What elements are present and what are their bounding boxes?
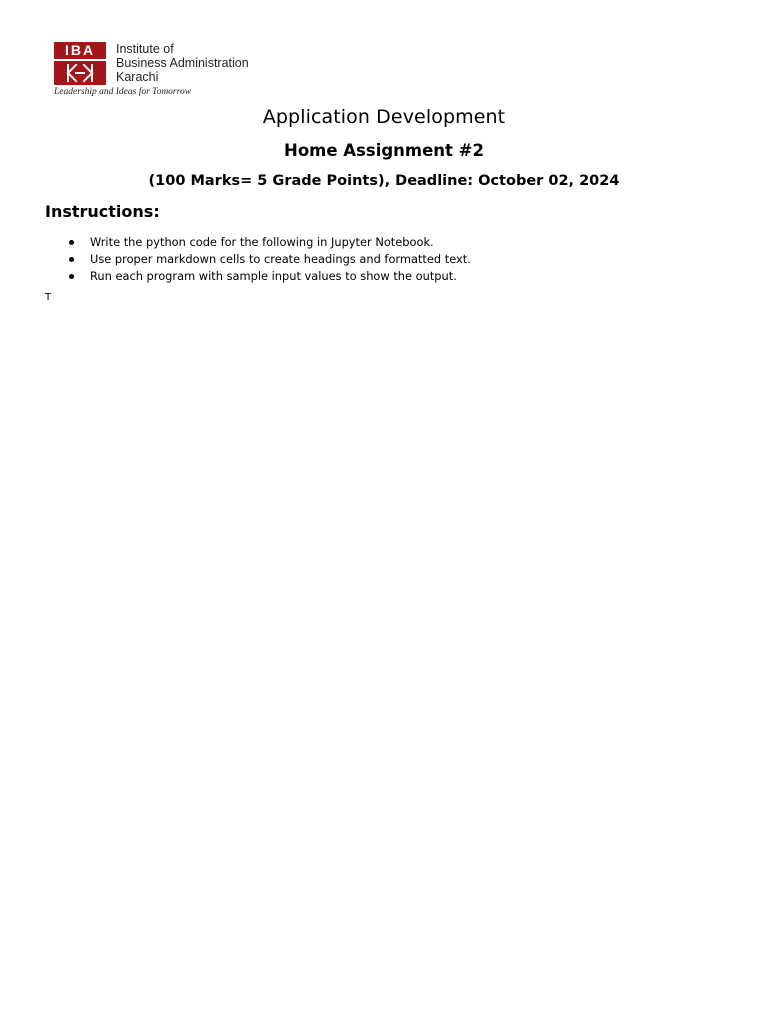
bullet-icon bbox=[69, 257, 74, 262]
logo-line: Karachi bbox=[116, 70, 159, 84]
instructions-heading: Instructions: bbox=[45, 202, 160, 221]
marks-deadline-line: (100 Marks= 5 Grade Points), Deadline: October 02, 2024 bbox=[148, 173, 620, 189]
list-item bbox=[67, 234, 471, 251]
iba-logo-mark bbox=[54, 42, 106, 85]
list-item bbox=[67, 268, 471, 285]
logo-line: Business Administration bbox=[116, 56, 249, 70]
assignment-title: Home Assignment #2 bbox=[284, 141, 484, 160]
instructions-list bbox=[67, 234, 471, 285]
bullet-icon bbox=[69, 240, 74, 245]
logo-emblem-icon bbox=[54, 61, 106, 85]
logo-wordmark: IBA bbox=[54, 42, 106, 59]
bullet-icon bbox=[69, 274, 74, 279]
list-item bbox=[67, 251, 471, 268]
list-item-text: Write the python code for the following in Jupyter Notebook. bbox=[90, 235, 434, 249]
logo-line: Institute of bbox=[116, 42, 174, 56]
list-item-text: Run each program with sample input values to show the output. bbox=[90, 269, 457, 283]
logo-institute-name bbox=[116, 42, 249, 84]
iba-logo bbox=[54, 42, 284, 98]
logo-tagline: Leadership and Ideas for Tomorrow bbox=[54, 87, 192, 97]
stray-text: T bbox=[45, 292, 52, 303]
document-title: Application Development bbox=[262, 106, 506, 128]
list-item-text: Use proper markdown cells to create headings and formatted text. bbox=[90, 252, 471, 266]
